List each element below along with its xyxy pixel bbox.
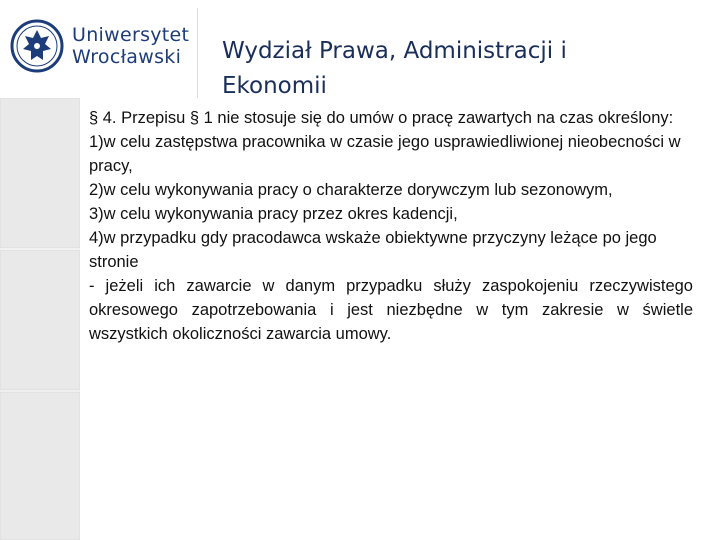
background-tile [0, 98, 80, 248]
university-crest-icon [10, 16, 64, 76]
university-name [72, 24, 189, 68]
paragraph-intro: § 4. Przepisu § 1 nie stosuje się do umów o pracę zawartych na czas określony: 1)w celu zastępstwa pracownika w czasie jego usprawiedliwionej nieobecności w pracy, [89, 109, 681, 175]
slide-title: Wydział Prawa, Administracji i Ekonomii [222, 38, 567, 98]
background-tile [0, 392, 80, 540]
content-area [80, 98, 720, 540]
paragraph-point-4: 4)w przypadku gdy pracodawca wskaże obiektywne przyczyny leżące po jego stronie [89, 229, 657, 271]
paragraph-condition: - jeżeli ich zawarcie w danym przypadku służy zaspokojeniu rzeczywistego okresowego zapotrzebowania i jest niezbędne w tym zakresie w świetle wszystkich okoliczności zawarcia umowy. [89, 277, 693, 343]
background-tile [0, 250, 80, 390]
university-name-line2: Wrocławski [72, 46, 182, 68]
body-text [89, 106, 693, 346]
header-bar [0, 0, 720, 98]
paragraph-point-2: 2)w celu wykonywania pracy o charakterze dorywczym lub sezonowym, [89, 181, 613, 199]
title-box [197, 8, 720, 98]
university-name-line1: Uniwersytet [72, 24, 190, 46]
paragraph-point-3: 3)w celu wykonywania pracy przez okres kadencji, [89, 205, 458, 223]
university-logo [10, 14, 196, 78]
